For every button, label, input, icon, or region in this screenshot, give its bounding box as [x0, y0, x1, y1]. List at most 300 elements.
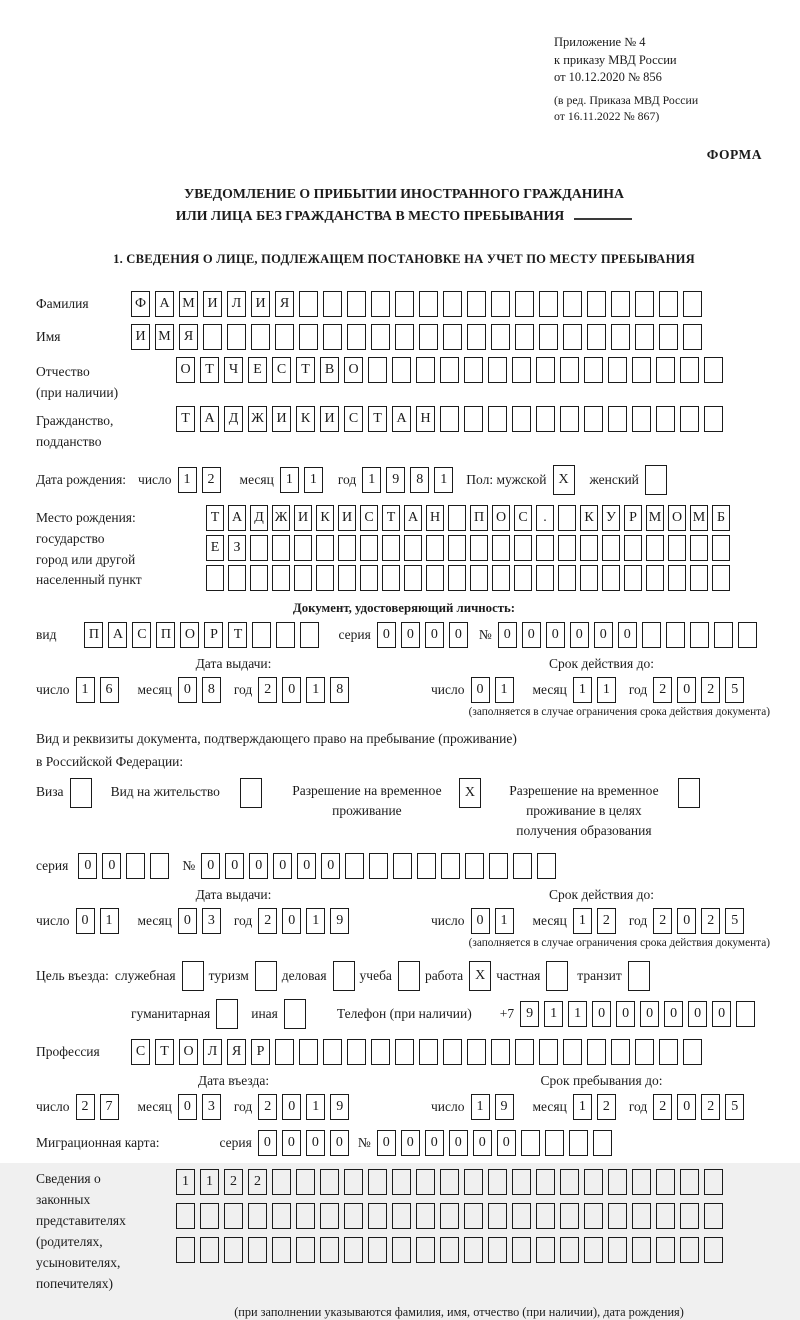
- char-box[interactable]: [714, 622, 733, 648]
- char-box[interactable]: 9: [330, 908, 349, 934]
- char-box[interactable]: [704, 1203, 723, 1229]
- char-box[interactable]: М: [179, 291, 198, 317]
- char-box[interactable]: 0: [401, 1130, 420, 1156]
- char-box[interactable]: П: [156, 622, 175, 648]
- char-box[interactable]: 5: [725, 1094, 744, 1120]
- char-box[interactable]: [491, 324, 510, 350]
- char-box[interactable]: [489, 853, 508, 879]
- char-box[interactable]: Р: [204, 622, 223, 648]
- char-box[interactable]: 2: [258, 1094, 277, 1120]
- char-box[interactable]: [611, 291, 630, 317]
- char-box[interactable]: [560, 406, 579, 432]
- char-box[interactable]: [419, 324, 438, 350]
- char-box[interactable]: [250, 535, 268, 561]
- char-box[interactable]: [584, 1203, 603, 1229]
- char-box[interactable]: К: [316, 505, 334, 531]
- char-box[interactable]: [347, 291, 366, 317]
- char-box[interactable]: 0: [282, 677, 301, 703]
- char-box[interactable]: 0: [225, 853, 244, 879]
- char-box[interactable]: [608, 1237, 627, 1263]
- char-box[interactable]: [416, 1237, 435, 1263]
- char-box[interactable]: 9: [386, 467, 405, 493]
- char-box[interactable]: 1: [306, 1094, 325, 1120]
- char-box[interactable]: [646, 535, 664, 561]
- char-box[interactable]: [440, 1169, 459, 1195]
- char-box[interactable]: [206, 565, 224, 591]
- char-box[interactable]: [320, 1169, 339, 1195]
- char-box[interactable]: [448, 505, 466, 531]
- char-box[interactable]: [464, 406, 483, 432]
- char-box[interactable]: [536, 1203, 555, 1229]
- char-box[interactable]: [224, 1237, 243, 1263]
- char-box[interactable]: [680, 406, 699, 432]
- char-box[interactable]: [240, 778, 262, 808]
- char-box[interactable]: [491, 1039, 510, 1065]
- char-box[interactable]: [228, 565, 246, 591]
- char-box[interactable]: [465, 853, 484, 879]
- char-box[interactable]: Т: [228, 622, 247, 648]
- char-box[interactable]: 0: [616, 1001, 635, 1027]
- char-box[interactable]: 0: [712, 1001, 731, 1027]
- char-box[interactable]: Я: [227, 1039, 246, 1065]
- char-box[interactable]: 2: [258, 677, 277, 703]
- char-box[interactable]: [632, 1169, 651, 1195]
- char-box[interactable]: [333, 961, 355, 991]
- char-box[interactable]: 0: [640, 1001, 659, 1027]
- char-box[interactable]: [563, 1039, 582, 1065]
- char-box[interactable]: К: [580, 505, 598, 531]
- char-box[interactable]: Т: [206, 505, 224, 531]
- char-box[interactable]: Д: [224, 406, 243, 432]
- char-box[interactable]: [635, 1039, 654, 1065]
- char-box[interactable]: [558, 565, 576, 591]
- char-box[interactable]: 1: [544, 1001, 563, 1027]
- char-box[interactable]: [395, 291, 414, 317]
- char-box[interactable]: [404, 565, 422, 591]
- char-box[interactable]: 1: [304, 467, 323, 493]
- char-box[interactable]: 1: [597, 677, 616, 703]
- char-box[interactable]: Т: [200, 357, 219, 383]
- char-box[interactable]: И: [294, 505, 312, 531]
- char-box[interactable]: [416, 357, 435, 383]
- char-box[interactable]: [392, 1203, 411, 1229]
- char-box[interactable]: [545, 1130, 564, 1156]
- char-box[interactable]: [368, 1169, 387, 1195]
- char-box[interactable]: [371, 291, 390, 317]
- char-box[interactable]: [369, 853, 388, 879]
- char-box[interactable]: С: [344, 406, 363, 432]
- char-box[interactable]: [690, 622, 709, 648]
- char-box[interactable]: [488, 406, 507, 432]
- char-box[interactable]: Д: [250, 505, 268, 531]
- char-box[interactable]: [299, 1039, 318, 1065]
- char-box[interactable]: [464, 357, 483, 383]
- char-box[interactable]: 0: [76, 908, 95, 934]
- char-box[interactable]: 1: [280, 467, 299, 493]
- char-box[interactable]: [252, 622, 271, 648]
- char-box[interactable]: [602, 535, 620, 561]
- char-box[interactable]: [368, 1203, 387, 1229]
- char-box[interactable]: М: [646, 505, 664, 531]
- char-box[interactable]: 1: [100, 908, 119, 934]
- char-box[interactable]: Т: [176, 406, 195, 432]
- char-box[interactable]: 0: [273, 853, 292, 879]
- char-box[interactable]: [558, 535, 576, 561]
- char-box[interactable]: [467, 324, 486, 350]
- char-box[interactable]: [536, 406, 555, 432]
- char-box[interactable]: [393, 853, 412, 879]
- char-box[interactable]: [593, 1130, 612, 1156]
- char-box[interactable]: [513, 853, 532, 879]
- char-box[interactable]: [536, 565, 554, 591]
- char-box[interactable]: 0: [377, 622, 396, 648]
- char-box[interactable]: [491, 291, 510, 317]
- char-box[interactable]: [440, 406, 459, 432]
- char-box[interactable]: [227, 324, 246, 350]
- char-box[interactable]: 0: [677, 677, 696, 703]
- char-box[interactable]: [250, 565, 268, 591]
- char-box[interactable]: О: [344, 357, 363, 383]
- char-box[interactable]: О: [492, 505, 510, 531]
- char-box[interactable]: [704, 357, 723, 383]
- char-box[interactable]: 0: [471, 908, 490, 934]
- char-box[interactable]: [515, 324, 534, 350]
- char-box[interactable]: [360, 565, 378, 591]
- char-box[interactable]: [441, 853, 460, 879]
- char-box[interactable]: Н: [426, 505, 444, 531]
- char-box[interactable]: 8: [330, 677, 349, 703]
- char-box[interactable]: [712, 565, 730, 591]
- char-box[interactable]: [514, 565, 532, 591]
- char-box[interactable]: [347, 324, 366, 350]
- char-box[interactable]: С: [132, 622, 151, 648]
- char-box[interactable]: 2: [202, 467, 221, 493]
- char-box[interactable]: [656, 1203, 675, 1229]
- char-box[interactable]: 0: [282, 908, 301, 934]
- char-box[interactable]: 0: [473, 1130, 492, 1156]
- char-box[interactable]: [608, 357, 627, 383]
- char-box[interactable]: 0: [306, 1130, 325, 1156]
- char-box[interactable]: 0: [546, 622, 565, 648]
- char-box[interactable]: [464, 1203, 483, 1229]
- char-box[interactable]: О: [668, 505, 686, 531]
- char-box[interactable]: X: [469, 961, 491, 991]
- char-box[interactable]: Е: [206, 535, 224, 561]
- char-box[interactable]: [680, 1237, 699, 1263]
- char-box[interactable]: [628, 961, 650, 991]
- char-box[interactable]: С: [360, 505, 378, 531]
- char-box[interactable]: 1: [573, 1094, 592, 1120]
- char-box[interactable]: [580, 535, 598, 561]
- char-box[interactable]: У: [602, 505, 620, 531]
- char-box[interactable]: [683, 1039, 702, 1065]
- char-box[interactable]: [299, 324, 318, 350]
- char-box[interactable]: 0: [321, 853, 340, 879]
- char-box[interactable]: О: [179, 1039, 198, 1065]
- char-box[interactable]: Ф: [131, 291, 150, 317]
- char-box[interactable]: [323, 1039, 342, 1065]
- char-box[interactable]: [323, 291, 342, 317]
- char-box[interactable]: 0: [377, 1130, 396, 1156]
- char-box[interactable]: 1: [573, 908, 592, 934]
- char-box[interactable]: [587, 1039, 606, 1065]
- char-box[interactable]: Ж: [248, 406, 267, 432]
- char-box[interactable]: 2: [224, 1169, 243, 1195]
- char-box[interactable]: 0: [677, 1094, 696, 1120]
- char-box[interactable]: 1: [495, 908, 514, 934]
- char-box[interactable]: 9: [330, 1094, 349, 1120]
- char-box[interactable]: С: [131, 1039, 150, 1065]
- char-box[interactable]: [296, 1203, 315, 1229]
- char-box[interactable]: 2: [653, 1094, 672, 1120]
- char-box[interactable]: 8: [410, 467, 429, 493]
- char-box[interactable]: [584, 406, 603, 432]
- char-box[interactable]: [560, 357, 579, 383]
- char-box[interactable]: Е: [248, 357, 267, 383]
- char-box[interactable]: [536, 357, 555, 383]
- char-box[interactable]: [587, 291, 606, 317]
- char-box[interactable]: 7: [100, 1094, 119, 1120]
- char-box[interactable]: 2: [701, 677, 720, 703]
- char-box[interactable]: 0: [664, 1001, 683, 1027]
- char-box[interactable]: 8: [202, 677, 221, 703]
- char-box[interactable]: [584, 357, 603, 383]
- char-box[interactable]: [580, 565, 598, 591]
- char-box[interactable]: [668, 535, 686, 561]
- char-box[interactable]: [624, 565, 642, 591]
- char-box[interactable]: 1: [362, 467, 381, 493]
- char-box[interactable]: 5: [725, 677, 744, 703]
- char-box[interactable]: [320, 1203, 339, 1229]
- char-box[interactable]: [294, 565, 312, 591]
- char-box[interactable]: 1: [434, 467, 453, 493]
- char-box[interactable]: [512, 1203, 531, 1229]
- char-box[interactable]: [416, 1203, 435, 1229]
- char-box[interactable]: [248, 1237, 267, 1263]
- char-box[interactable]: [440, 1237, 459, 1263]
- char-box[interactable]: [659, 291, 678, 317]
- char-box[interactable]: 0: [497, 1130, 516, 1156]
- char-box[interactable]: [632, 1237, 651, 1263]
- char-box[interactable]: [536, 535, 554, 561]
- char-box[interactable]: [488, 1169, 507, 1195]
- char-box[interactable]: [338, 565, 356, 591]
- char-box[interactable]: [539, 324, 558, 350]
- char-box[interactable]: 1: [568, 1001, 587, 1027]
- char-box[interactable]: 1: [176, 1169, 195, 1195]
- char-box[interactable]: 2: [653, 908, 672, 934]
- char-box[interactable]: Н: [416, 406, 435, 432]
- char-box[interactable]: [182, 961, 204, 991]
- char-box[interactable]: 3: [202, 1094, 221, 1120]
- char-box[interactable]: [320, 1237, 339, 1263]
- char-box[interactable]: [632, 406, 651, 432]
- char-box[interactable]: [563, 291, 582, 317]
- char-box[interactable]: 0: [102, 853, 121, 879]
- char-box[interactable]: [360, 535, 378, 561]
- char-box[interactable]: [371, 1039, 390, 1065]
- char-box[interactable]: [704, 1237, 723, 1263]
- char-box[interactable]: [323, 324, 342, 350]
- char-box[interactable]: 0: [594, 622, 613, 648]
- char-box[interactable]: 0: [570, 622, 589, 648]
- char-box[interactable]: 1: [178, 467, 197, 493]
- char-box[interactable]: [404, 535, 422, 561]
- char-box[interactable]: Я: [275, 291, 294, 317]
- char-box[interactable]: [560, 1237, 579, 1263]
- char-box[interactable]: [426, 565, 444, 591]
- char-box[interactable]: [392, 357, 411, 383]
- char-box[interactable]: 0: [330, 1130, 349, 1156]
- char-box[interactable]: [514, 535, 532, 561]
- char-box[interactable]: 2: [248, 1169, 267, 1195]
- char-box[interactable]: 1: [573, 677, 592, 703]
- char-box[interactable]: [417, 853, 436, 879]
- char-box[interactable]: 0: [249, 853, 268, 879]
- char-box[interactable]: [284, 999, 306, 1029]
- char-box[interactable]: 0: [677, 908, 696, 934]
- char-box[interactable]: 0: [297, 853, 316, 879]
- char-box[interactable]: [666, 622, 685, 648]
- char-box[interactable]: 1: [306, 908, 325, 934]
- char-box[interactable]: [251, 324, 270, 350]
- char-box[interactable]: С: [272, 357, 291, 383]
- char-box[interactable]: [488, 1203, 507, 1229]
- char-box[interactable]: [546, 961, 568, 991]
- char-box[interactable]: [611, 324, 630, 350]
- char-box[interactable]: 2: [597, 908, 616, 934]
- char-box[interactable]: 2: [597, 1094, 616, 1120]
- char-box[interactable]: [248, 1203, 267, 1229]
- char-box[interactable]: [690, 565, 708, 591]
- char-box[interactable]: [560, 1203, 579, 1229]
- char-box[interactable]: [299, 291, 318, 317]
- char-box[interactable]: 0: [688, 1001, 707, 1027]
- char-box[interactable]: [316, 565, 334, 591]
- char-box[interactable]: [296, 1237, 315, 1263]
- char-box[interactable]: А: [108, 622, 127, 648]
- char-box[interactable]: [416, 1169, 435, 1195]
- char-box[interactable]: [338, 535, 356, 561]
- char-box[interactable]: [584, 1169, 603, 1195]
- char-box[interactable]: [392, 1237, 411, 1263]
- char-box[interactable]: 0: [258, 1130, 277, 1156]
- char-box[interactable]: А: [228, 505, 246, 531]
- char-box[interactable]: 0: [592, 1001, 611, 1027]
- char-box[interactable]: 5: [725, 908, 744, 934]
- char-box[interactable]: [608, 406, 627, 432]
- char-box[interactable]: [448, 535, 466, 561]
- char-box[interactable]: [398, 961, 420, 991]
- char-box[interactable]: [368, 1237, 387, 1263]
- char-box[interactable]: [395, 324, 414, 350]
- char-box[interactable]: [539, 1039, 558, 1065]
- char-box[interactable]: З: [228, 535, 246, 561]
- char-box[interactable]: [602, 565, 620, 591]
- char-box[interactable]: 0: [282, 1130, 301, 1156]
- char-box[interactable]: 2: [701, 908, 720, 934]
- char-box[interactable]: [275, 324, 294, 350]
- char-box[interactable]: К: [296, 406, 315, 432]
- char-box[interactable]: [492, 565, 510, 591]
- char-box[interactable]: Л: [203, 1039, 222, 1065]
- char-box[interactable]: И: [320, 406, 339, 432]
- char-box[interactable]: [344, 1237, 363, 1263]
- char-box[interactable]: [382, 565, 400, 591]
- char-box[interactable]: 2: [653, 677, 672, 703]
- char-box[interactable]: 0: [178, 1094, 197, 1120]
- char-box[interactable]: Ж: [272, 505, 290, 531]
- char-box[interactable]: [690, 535, 708, 561]
- char-box[interactable]: [345, 853, 364, 879]
- char-box[interactable]: И: [131, 324, 150, 350]
- char-box[interactable]: [488, 1237, 507, 1263]
- char-box[interactable]: А: [155, 291, 174, 317]
- char-box[interactable]: [608, 1203, 627, 1229]
- char-box[interactable]: [738, 622, 757, 648]
- char-box[interactable]: 0: [425, 622, 444, 648]
- char-box[interactable]: [587, 324, 606, 350]
- char-box[interactable]: [656, 406, 675, 432]
- char-box[interactable]: 0: [471, 677, 490, 703]
- char-box[interactable]: 6: [100, 677, 119, 703]
- char-box[interactable]: [392, 1169, 411, 1195]
- char-box[interactable]: [176, 1237, 195, 1263]
- char-box[interactable]: [539, 291, 558, 317]
- char-box[interactable]: 3: [202, 908, 221, 934]
- char-box[interactable]: [678, 778, 700, 808]
- char-box[interactable]: А: [404, 505, 422, 531]
- char-box[interactable]: 1: [471, 1094, 490, 1120]
- char-box[interactable]: Т: [382, 505, 400, 531]
- char-box[interactable]: 0: [449, 1130, 468, 1156]
- char-box[interactable]: [512, 357, 531, 383]
- char-box[interactable]: 0: [449, 622, 468, 648]
- char-box[interactable]: [200, 1237, 219, 1263]
- char-box[interactable]: [635, 291, 654, 317]
- char-box[interactable]: И: [338, 505, 356, 531]
- char-box[interactable]: [537, 853, 556, 879]
- char-box[interactable]: [272, 1203, 291, 1229]
- char-box[interactable]: [150, 853, 169, 879]
- char-box[interactable]: [300, 622, 319, 648]
- char-box[interactable]: [492, 535, 510, 561]
- char-box[interactable]: 0: [78, 853, 97, 879]
- char-box[interactable]: [316, 535, 334, 561]
- char-box[interactable]: [467, 291, 486, 317]
- char-box[interactable]: [426, 535, 444, 561]
- char-box[interactable]: 0: [282, 1094, 301, 1120]
- char-box[interactable]: [736, 1001, 755, 1027]
- char-box[interactable]: [440, 1203, 459, 1229]
- char-box[interactable]: [704, 1169, 723, 1195]
- char-box[interactable]: [563, 324, 582, 350]
- char-box[interactable]: [645, 465, 667, 495]
- char-box[interactable]: [536, 1237, 555, 1263]
- char-box[interactable]: 2: [258, 908, 277, 934]
- char-box[interactable]: Р: [624, 505, 642, 531]
- char-box[interactable]: [419, 291, 438, 317]
- char-box[interactable]: [419, 1039, 438, 1065]
- char-box[interactable]: [272, 535, 290, 561]
- char-box[interactable]: [642, 622, 661, 648]
- char-box[interactable]: [536, 1169, 555, 1195]
- char-box[interactable]: [632, 357, 651, 383]
- char-box[interactable]: В: [320, 357, 339, 383]
- char-box[interactable]: [296, 1169, 315, 1195]
- char-box[interactable]: [659, 1039, 678, 1065]
- char-box[interactable]: [382, 535, 400, 561]
